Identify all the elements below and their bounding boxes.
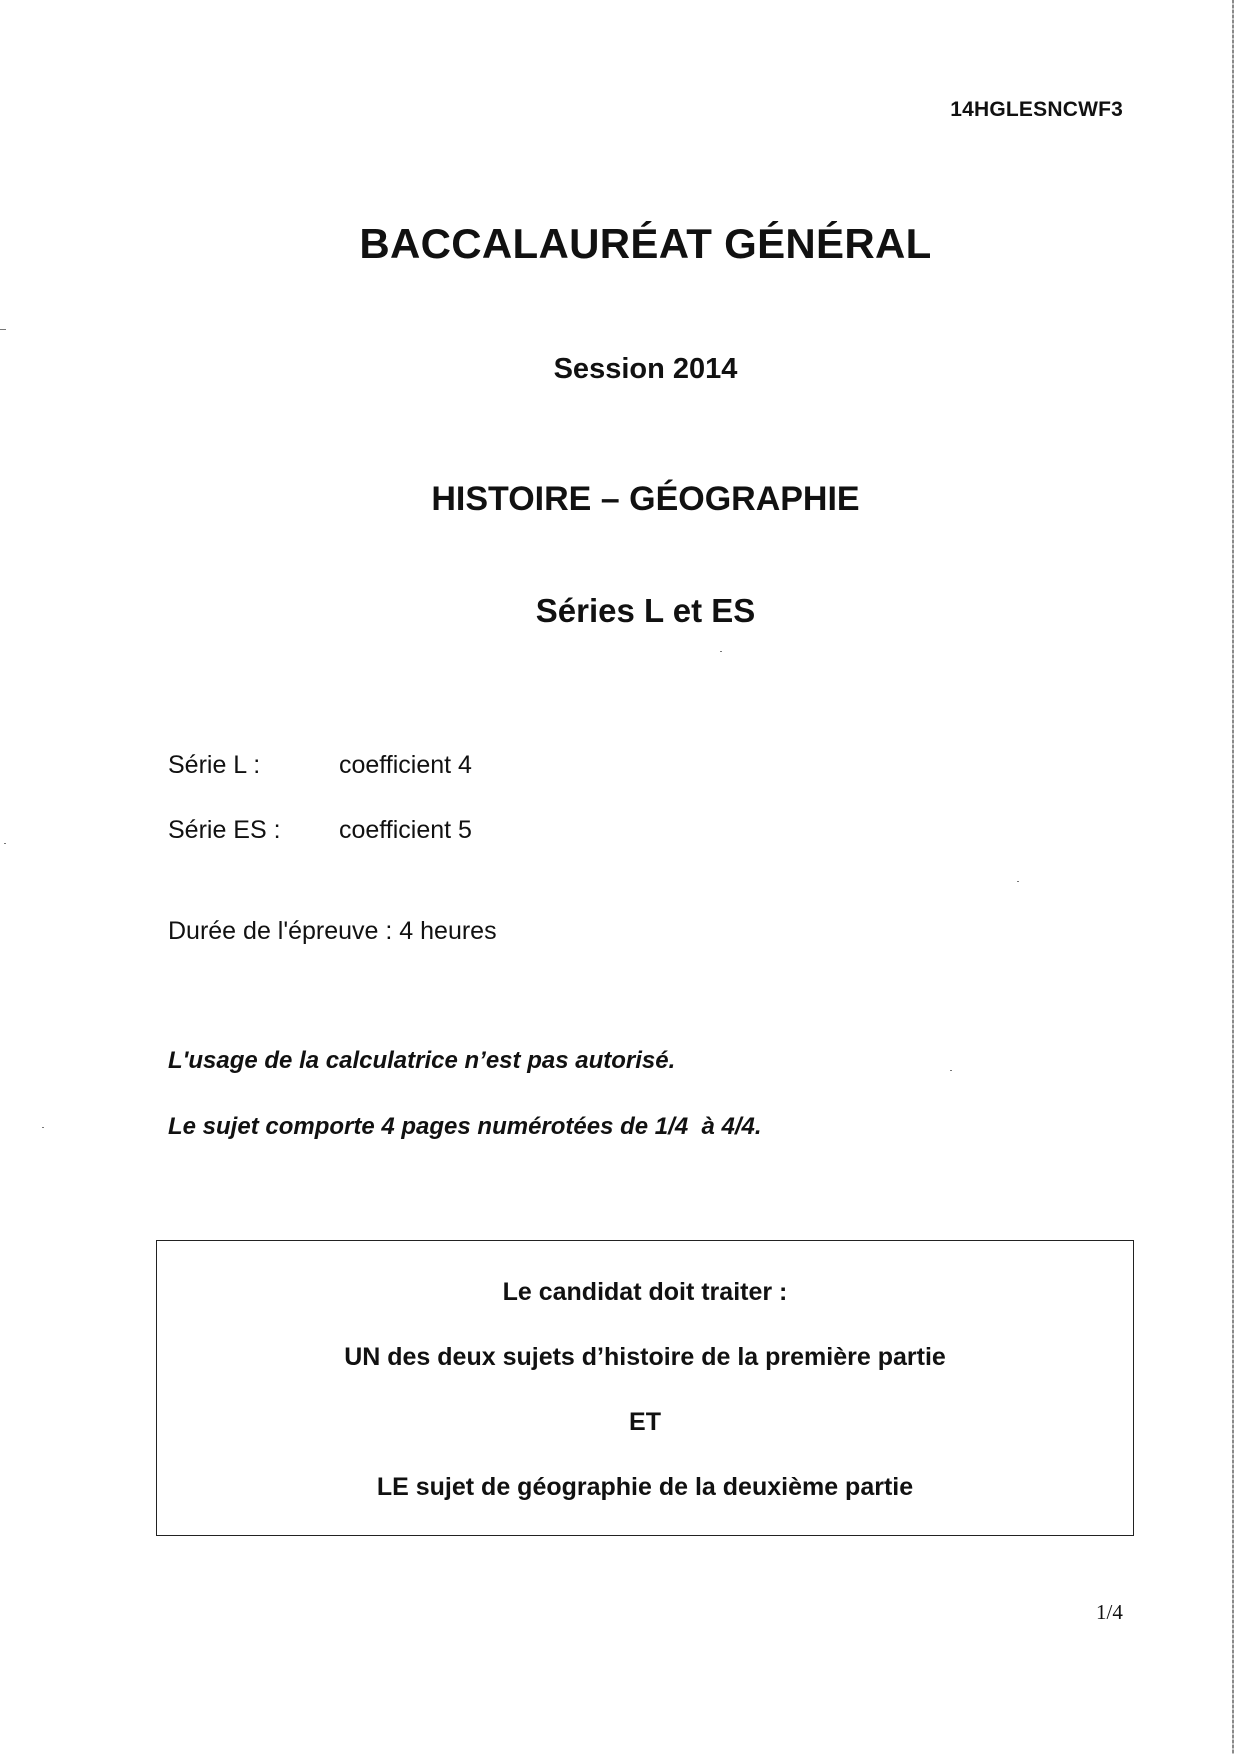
document-code: 14HGLESNCWF3 [950, 98, 1123, 121]
coefficient-label: Série L : [168, 751, 261, 779]
instructions-heading: Le candidat doit traiter : [502, 1278, 788, 1306]
exam-duration: Durée de l'épreuve : 4 heures [168, 917, 497, 945]
instructions-line: ET [629, 1408, 661, 1436]
instructions-line: LE sujet de géographie de la deuxième partie [376, 1473, 914, 1501]
instructions-box [156, 1240, 1134, 1536]
coefficient-value: coefficient 5 [339, 816, 472, 844]
scan-mark [42, 1127, 44, 1128]
page-number: 1/4 [1096, 1600, 1123, 1624]
scan-mark [0, 329, 6, 330]
coefficient-value: coefficient 4 [339, 751, 472, 779]
calculator-note: L'usage de la calculatrice n’est pas autorisé. [168, 1047, 676, 1074]
series-title: Séries L et ES [535, 592, 756, 629]
instructions-line: UN des deux sujets d’histoire de la première partie [344, 1343, 946, 1371]
coefficient-label: Série ES : [168, 816, 281, 844]
scan-mark [1017, 881, 1019, 882]
scan-mark [950, 1070, 952, 1071]
session-year: Session 2014 [553, 353, 738, 385]
coefficient-row-es [168, 816, 472, 845]
pages-note: Le sujet comporte 4 pages numérotées de 1/4 à 4/4. [168, 1113, 762, 1140]
subject-title: HISTOIRE – GÉOGRAPHIE [431, 480, 860, 518]
scan-mark [4, 843, 6, 844]
scan-mark [720, 651, 722, 652]
exam-title: BACCALAURÉAT GÉNÉRAL [359, 220, 932, 267]
coefficient-row-l [168, 751, 472, 780]
